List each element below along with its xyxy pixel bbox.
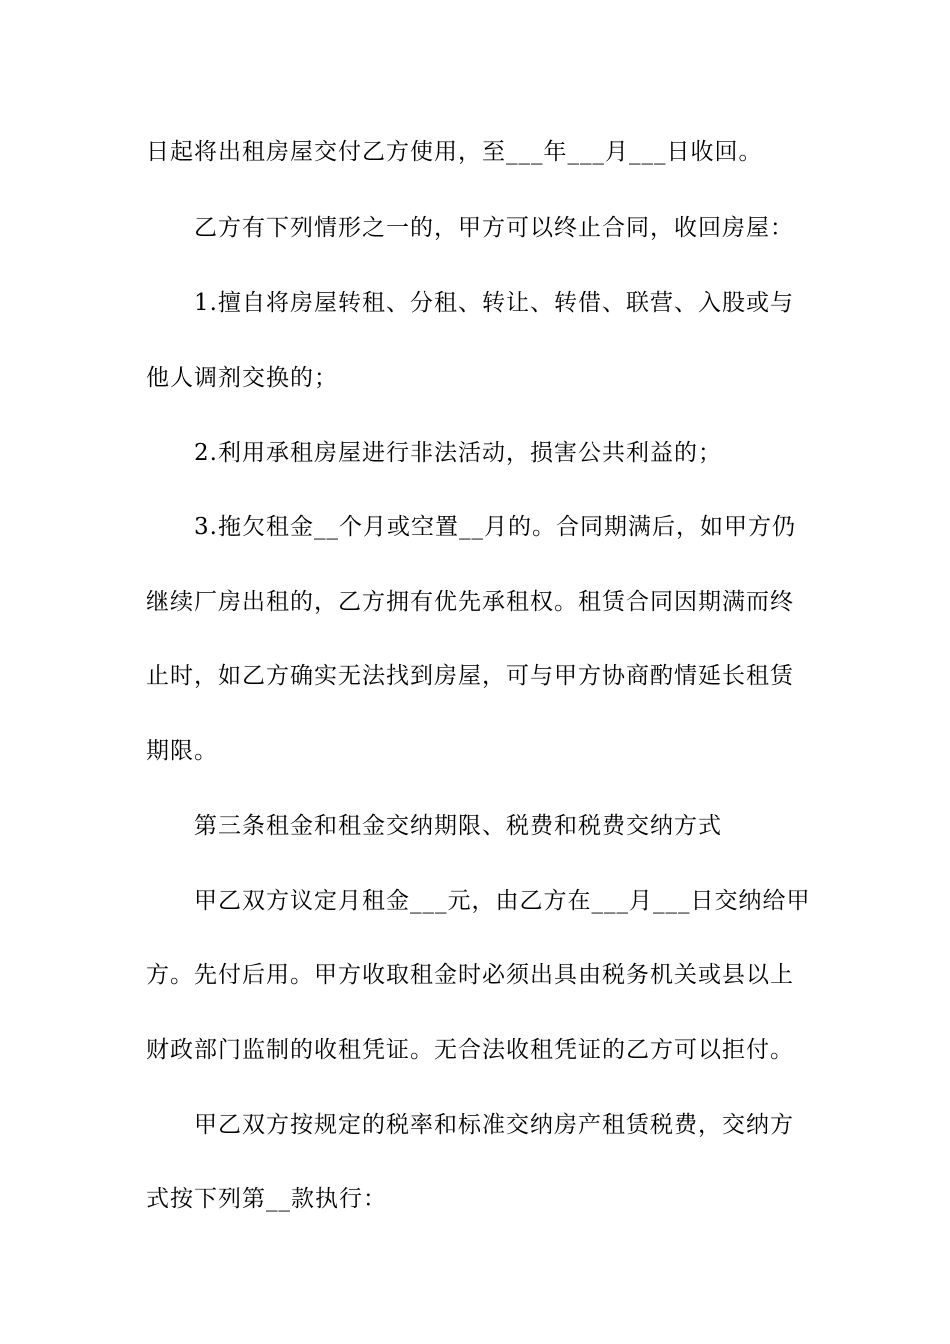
text-line: 期限。 — [146, 738, 218, 764]
text-line: 他人调剂交换的； — [146, 365, 338, 391]
text-line: 止时，如乙方确实无法找到房屋，可与甲方协商酌情延长租赁 — [146, 663, 794, 689]
text-line: 3.拖欠租金__个月或空置__月的。合同期满后，如甲方仍 — [194, 514, 796, 540]
text-line: 财政部门监制的收租凭证。无合法收租凭证的乙方可以拒付。 — [146, 1037, 794, 1063]
text-line: 式按下列第__款执行： — [146, 1186, 387, 1212]
text-line: 日起将出租房屋交付乙方使用，至___年___月___日收回。 — [146, 139, 763, 165]
text-line: 1.擅自将房屋转租、分租、转让、转借、联营、入股或与 — [194, 290, 794, 316]
section-heading: 第三条租金和租金交纳期限、税费和税费交纳方式 — [194, 813, 722, 839]
text-line: 方。先付后用。甲方收取租金时必须出具由税务机关或县以上 — [146, 962, 794, 988]
text-line: 2.利用承租房屋进行非法活动，损害公共利益的； — [194, 440, 722, 466]
text-line: 继续厂房出租的，乙方拥有优先承租权。租赁合同因期满而终 — [146, 589, 794, 615]
text-line: 甲乙双方议定月租金___元，由乙方在___月___日交纳给甲 — [194, 888, 811, 914]
text-line: 乙方有下列情形之一的，甲方可以终止合同，收回房屋： — [194, 215, 794, 241]
text-line: 甲乙双方按规定的税率和标准交纳房产租赁税费，交纳方 — [194, 1112, 794, 1138]
